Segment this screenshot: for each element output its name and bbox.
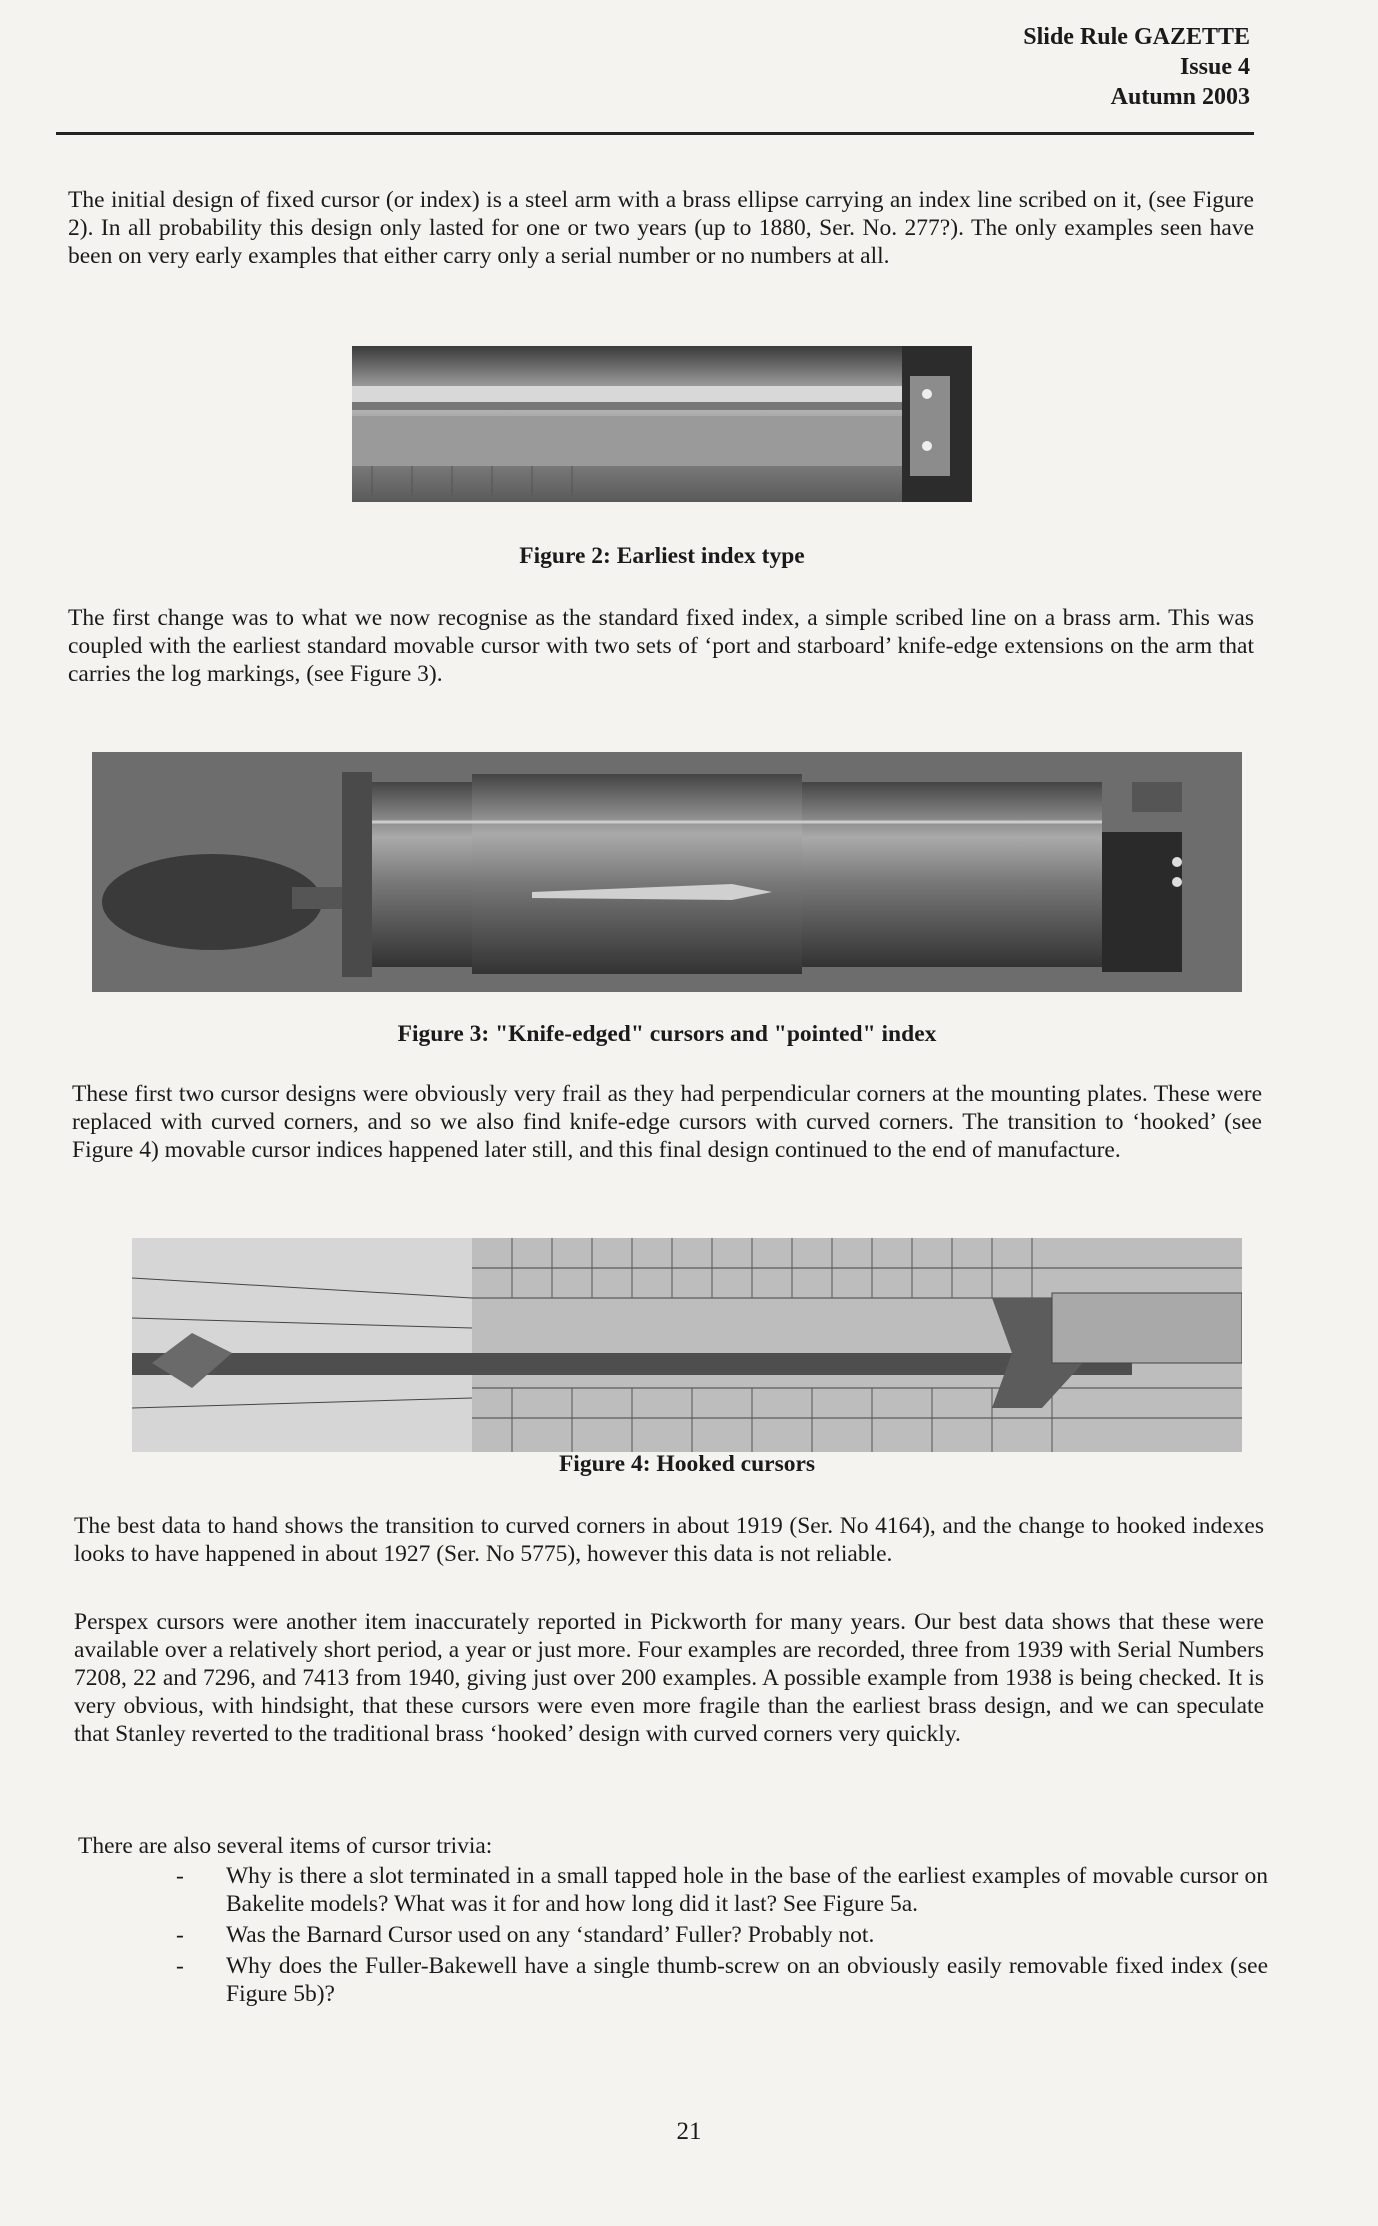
list-bullet: - [176, 1863, 184, 1889]
list-item [78, 1862, 1268, 1918]
figure-2-photo [352, 346, 972, 502]
paragraph-6: There are also several items of cursor trivia: [78, 1833, 493, 1859]
page-number: 21 [676, 2118, 702, 2145]
list-item [78, 1921, 1268, 1949]
list-item-text: Why does the Fuller-Bakewell have a single thumb-screw on an obviously easily removable fixed index (see Figure 5b)? [226, 1953, 1268, 2007]
paragraph-1: The initial design of fixed cursor (or index) is a steel arm with a brass ellipse carrying an index line scribed on it, (see Figure 2). In all probability this design only lasted for one or two years (up to 1880, Ser. No. 277?). The only examples seen have been on very early examples that either carry only a serial number or no numbers at all. [68, 187, 1254, 269]
list-item-text: Why is there a slot terminated in a small tapped hole in the base of the earliest examples of movable cursor on Bakelite models? What was it for and how long did it last? See Figure 5a. [226, 1863, 1268, 1917]
figure-3-image [92, 752, 1242, 992]
figure-2-caption: Figure 2: Earliest index type [519, 543, 805, 569]
issue-season: Autumn 2003 [1110, 84, 1250, 110]
header-rule [56, 132, 1254, 135]
figure-2-image [352, 346, 972, 502]
figure-3-caption: Figure 3: "Knife-edged" cursors and "pointed" index [397, 1021, 937, 1047]
list-item [78, 1952, 1268, 2008]
list-bullet: - [176, 1953, 184, 1979]
figure-4-caption: Figure 4: Hooked cursors [558, 1451, 816, 1477]
trivia-list [78, 1862, 1268, 2011]
list-item-text: Was the Barnard Cursor used on any ‘standard’ Fuller? Probably not. [226, 1922, 875, 1948]
masthead [1023, 22, 1250, 112]
paragraph-2: The first change was to what we now recognise as the standard fixed index, a simple scribed line on a brass arm. This was coupled with the earliest standard movable cursor with two sets of ‘port and starboard’ knife-edge extensions on the arm that carries the log markings, (see Figure 3). [68, 605, 1254, 687]
paragraph-3: These first two cursor designs were obviously very frail as they had perpendicular corners at the mounting plates. These were replaced with curved corners, and so we also find knife-edge cursors with curved corners. The transition to ‘hooked’ (see Figure 4) movable cursor indices happened later still, and this final design continued to the end of manufacture. [72, 1081, 1262, 1163]
paragraph-4: The best data to hand shows the transition to curved corners in about 1919 (Ser. No 4164), and the change to hooked indexes looks to have happened in about 1927 (Ser. No 5775), however this data is not reliable. [74, 1513, 1264, 1567]
figure-4-image [132, 1238, 1242, 1452]
publication-title: Slide Rule GAZETTE [1023, 24, 1250, 50]
issue-number: Issue 4 [1179, 54, 1250, 80]
figure-3-photo [92, 752, 1242, 992]
paragraph-5: Perspex cursors were another item inaccurately reported in Pickworth for many years. Our best data shows that these were available over a relatively short period, a year or just more. Four examples are recorded, three from 1939 with Serial Numbers 7208, 22 and 7296, and 7413 from 1940, giving just over 200 examples. A possible example from 1938 is being checked. It is very obvious, with hindsight, that these cursors were even more fragile than the earliest brass design, and we can speculate that Stanley reverted to the traditional brass ‘hooked’ design with curved corners very quickly. [74, 1609, 1264, 1747]
list-bullet: - [176, 1922, 184, 1948]
figure-4-photo [132, 1238, 1242, 1452]
